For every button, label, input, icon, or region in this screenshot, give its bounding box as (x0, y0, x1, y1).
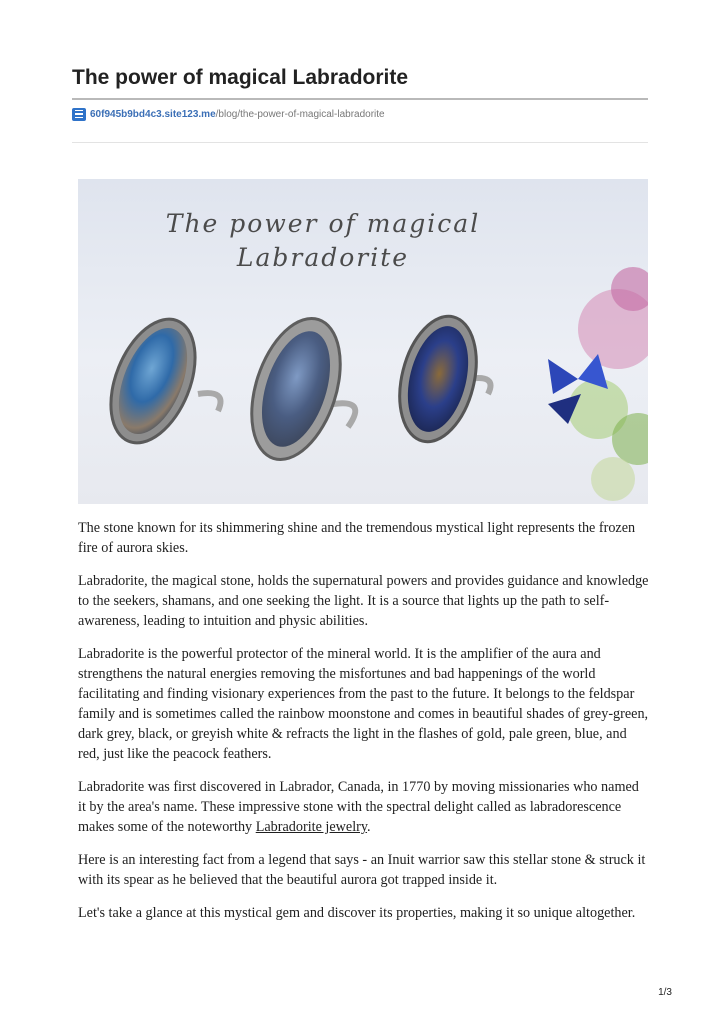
header-divider (72, 142, 648, 143)
hero-image (78, 179, 648, 504)
title-divider (72, 98, 648, 100)
labradorite-jewelry-link[interactable]: Labradorite jewelry (255, 819, 368, 835)
paragraph-4-end: . (367, 819, 371, 835)
paragraph-3: Labradorite is the powerful protector of the mineral world. It is the amplifier of the aura and strengthens the natural energies removing the misfortunes and bad happenings of the world facilitating and finding visionary experiences from the past to the future. It belongs to the feldspar family and is sometimes called the rainbow moonstone and comes in beautiful shades of grey-green, dark grey, black, or greyish white & refracts the light in the flashes of gold, pale green, blue, and red, just like the peacock feathers. (78, 646, 649, 762)
ring-3 (388, 308, 491, 450)
ring-1 (94, 307, 220, 455)
paragraph-4 (78, 777, 650, 837)
paragraph-6: Let's take a glance at this mystical gem and discover its properties, making it so unique altogether. (78, 905, 636, 921)
paragraph-5: Here is an interesting fact from a legend that says - an Inuit warrior saw this stellar stone & struck it with its spear as he believed that the beautiful aurora got trapped inside it. (78, 852, 646, 888)
url-domain[interactable]: 60f945b9bd4c3.site123.me (90, 108, 216, 120)
ring-2 (235, 307, 356, 471)
page-number: 1/3 (658, 987, 672, 998)
flower-decoration (568, 267, 648, 501)
paragraph-2: Labradorite, the magical stone, holds the supernatural powers and provides guidance and knowledge to the seekers, shamans, and one seeking the light. It is a source that lights up the path to self-awareness, leading to intuition and physic abilities. (78, 573, 649, 629)
hero-title-line2: Labradorite (236, 243, 410, 272)
paragraph-4-text: Labradorite was first discovered in Labrador, Canada, in 1770 by moving missionaries who named it by the area's name. These impressive stone with the spectral delight called as labradorescence makes some of the noteworthy (78, 779, 639, 835)
hero-title-line1: The power of magical (165, 209, 481, 238)
url-path[interactable]: /blog/the-power-of-magical-labradorite (215, 108, 385, 120)
paragraph-1: The stone known for its shimmering shine and the tremendous mystical light represents the frozen fire of aurora skies. (78, 520, 636, 556)
source-url[interactable] (72, 106, 385, 122)
page-title: The power of magical Labradorite (72, 66, 409, 89)
article-body (78, 518, 650, 936)
document-icon (72, 108, 86, 121)
